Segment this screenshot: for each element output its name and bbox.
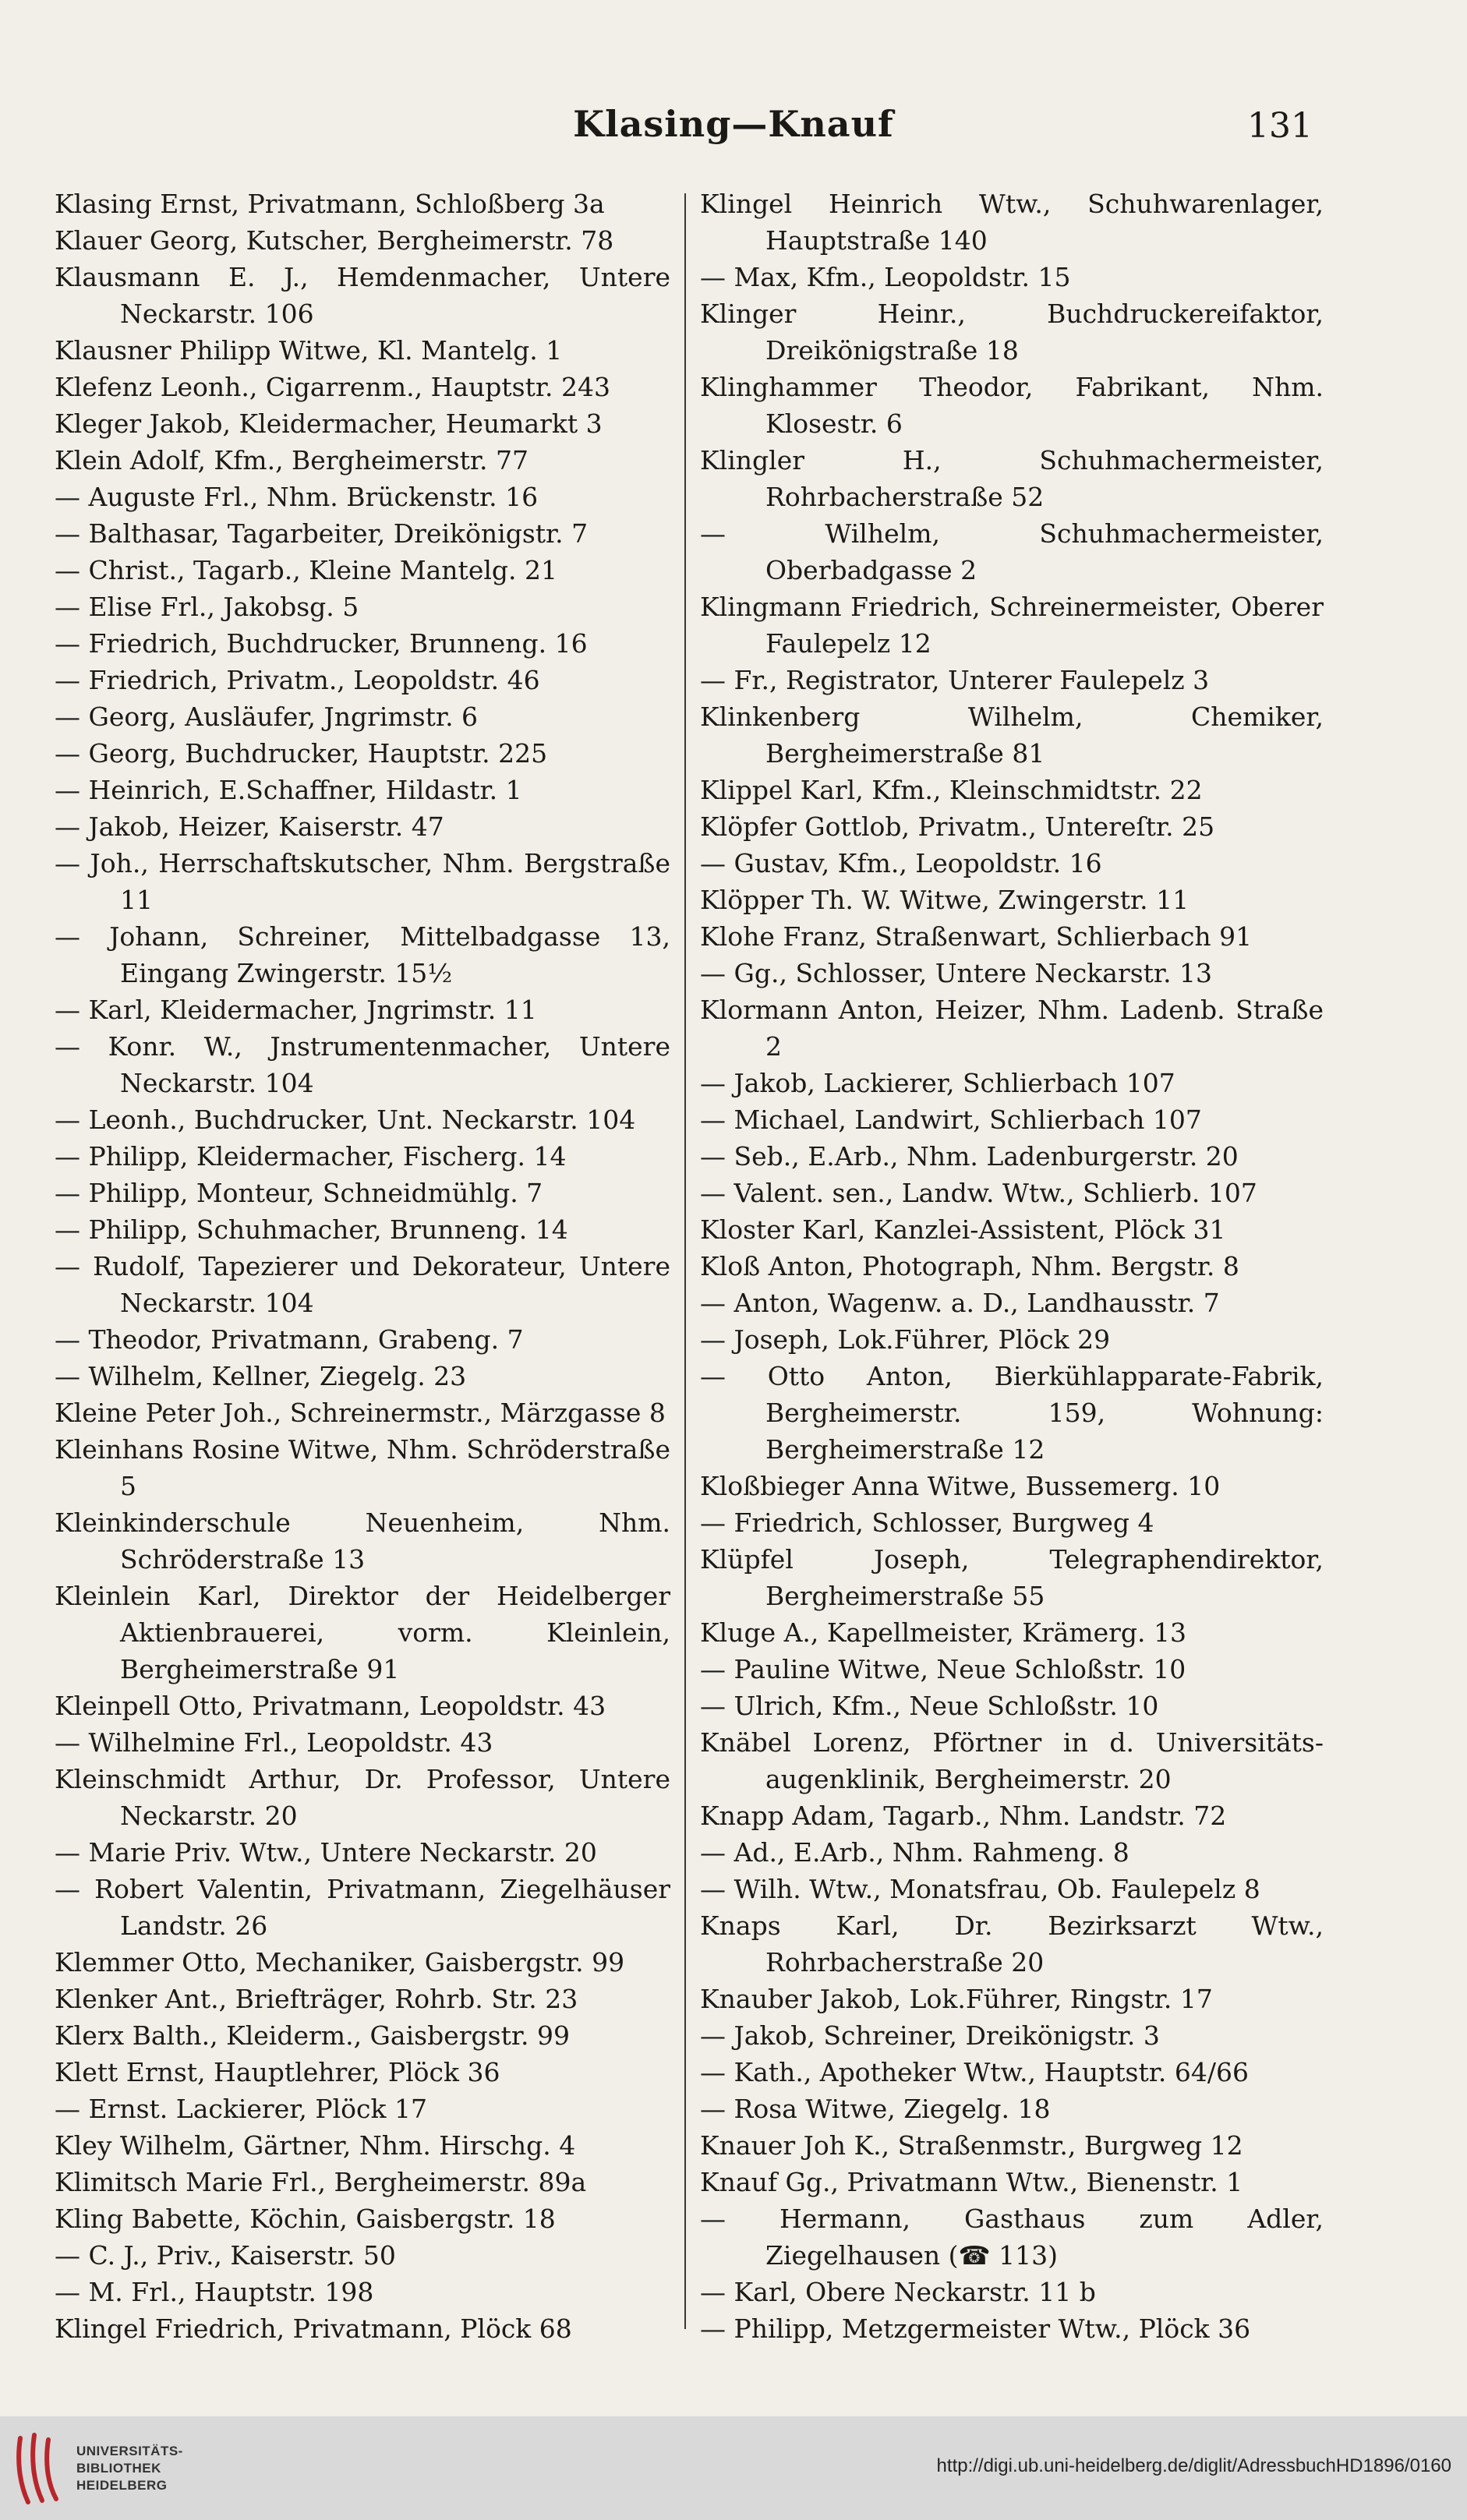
- directory-entry: Kleinhans Rosine Witwe, Nhm. Schröderstraße 5: [55, 1434, 670, 1501]
- directory-entry: — Michael, Landwirt, Schlierbach 107: [700, 1104, 1202, 1135]
- directory-entry: — Anton, Wagenw. a. D., Landhausstr. 7: [700, 1288, 1220, 1318]
- directory-entry: — Jakob, Heizer, Kaiserstr. 47: [55, 811, 444, 842]
- directory-entry: Klasing Ernst, Privatmann, Schloßberg 3a: [55, 189, 605, 219]
- directory-entry: Klausmann E. J., Hemdenmacher, Untere Neckarstr. 106: [55, 262, 670, 329]
- directory-entry: — Ad., E.Arb., Nhm. Rahmeng. 8: [700, 1837, 1129, 1868]
- directory-entry: — Friedrich, Buchdrucker, Brunneng. 16: [55, 628, 588, 659]
- directory-entry: — Christ., Tagarb., Kleine Mantelg. 21: [55, 555, 557, 585]
- directory-entry: Klemmer Otto, Mechaniker, Gaisbergstr. 99: [55, 1947, 625, 1977]
- directory-entry: — Georg, Ausläufer, Jngrimstr. 6: [55, 702, 479, 732]
- directory-entry: — Philipp, Schuhmacher, Brunneng. 14: [55, 1214, 568, 1245]
- directory-entry: — Theodor, Privatmann, Grabeng. 7: [55, 1324, 524, 1355]
- directory-entry: Kleine Peter Joh., Schreinermstr., Märzgasse 8: [55, 1398, 666, 1428]
- directory-entry: — Joseph, Lok.Führer, Plöck 29: [700, 1324, 1111, 1355]
- directory-entry: Klingel Heinrich Wtw., Schuhwarenlager, Hauptstraße 140: [700, 189, 1324, 256]
- directory-entry: — C. J., Priv., Kaiserstr. 50: [55, 2240, 396, 2271]
- source-url-link[interactable]: http://digi.ub.uni-heidelberg.de/diglit/AdressbuchHD1896/0160: [936, 2455, 1451, 2476]
- library-name-line: UNIVERSITÄTS-: [76, 2444, 183, 2458]
- directory-entry: — Friedrich, Schlosser, Burgweg 4: [700, 1507, 1154, 1538]
- directory-entry: Knaps Karl, Dr. Bezirksarzt Wtw., Rohrbacherstraße 20: [700, 1910, 1324, 1977]
- directory-entry: Kleinschmidt Arthur, Dr. Professor, Untere Neckarstr. 20: [55, 1764, 670, 1831]
- directory-entry: Klett Ernst, Hauptlehrer, Plöck 36: [55, 2057, 500, 2087]
- directory-entry: Klauer Georg, Kutscher, Bergheimerstr. 78: [55, 225, 614, 256]
- directory-entry: — Wilhelmine Frl., Leopoldstr. 43: [55, 1727, 493, 1758]
- directory-entry: Klerx Balth., Kleiderm., Gaisbergstr. 99: [55, 2020, 570, 2051]
- directory-entry: Klinger Heinr., Buchdruckereifaktor, Dreikönigstraße 18: [700, 299, 1324, 366]
- directory-entry: — Heinrich, E.Schaffner, Hildastr. 1: [55, 775, 522, 805]
- directory-entry: Knauer Joh K., Straßenmstr., Burgweg 12: [700, 2130, 1243, 2161]
- directory-entry: — Konr. W., Jnstrumentenmacher, Untere Neckarstr. 104: [55, 1031, 670, 1098]
- directory-entry: Klenker Ant., Briefträger, Rohrb. Str. 23: [55, 1984, 578, 2014]
- directory-entry: Klingel Friedrich, Privatmann, Plöck 68: [55, 2313, 572, 2344]
- directory-entry: — Rosa Witwe, Ziegelg. 18: [700, 2094, 1051, 2124]
- directory-entry: Kloßbieger Anna Witwe, Bussemerg. 10: [700, 1471, 1221, 1501]
- directory-entry: — Johann, Schreiner, Mittelbadgasse 13, Eingang Zwingerstr. 15½: [55, 921, 670, 988]
- directory-entry: — Philipp, Kleidermacher, Fischerg. 14: [55, 1141, 567, 1172]
- directory-entry: — Gustav, Kfm., Leopoldstr. 16: [700, 848, 1102, 878]
- directory-entry: Klausner Philipp Witwe, Kl. Mantelg. 1: [55, 335, 563, 366]
- column-divider: [684, 193, 686, 2329]
- left-column: [55, 186, 670, 2347]
- directory-entry: Klingler H., Schuhmachermeister, Rohrbacherstraße 52: [700, 445, 1324, 512]
- page-running-title: Klasing—Knauf: [573, 103, 894, 145]
- directory-entry: Kley Wilhelm, Gärtner, Nhm. Hirschg. 4: [55, 2130, 576, 2161]
- directory-entry: Klüpfel Joseph, Telegraphendirektor, Bergheimerstraße 55: [700, 1544, 1324, 1611]
- directory-entry: Kloß Anton, Photograph, Nhm. Bergstr. 8: [700, 1251, 1239, 1281]
- directory-entry: — Ernst. Lackierer, Plöck 17: [55, 2094, 427, 2124]
- directory-entry: — Robert Valentin, Privatmann, Ziegelhäuser Landstr. 26: [55, 1874, 670, 1941]
- directory-entry: — Joh., Herrschaftskutscher, Nhm. Bergstraße 11: [55, 848, 670, 915]
- directory-entry: Klingmann Friedrich, Schreinermeister, Oberer Faulepelz 12: [700, 592, 1324, 659]
- directory-entry: — Wilhelm, Schuhmachermeister, Oberbadgasse 2: [700, 518, 1324, 585]
- directory-entry: — M. Frl., Hauptstr. 198: [55, 2277, 374, 2307]
- directory-entry: — Wilhelm, Kellner, Ziegelg. 23: [55, 1361, 467, 1391]
- directory-entry: — Elise Frl., Jakobsg. 5: [55, 592, 359, 622]
- directory-entry: Klinkenberg Wilhelm, Chemiker, Bergheimerstraße 81: [700, 702, 1324, 769]
- footer-bar: [0, 2416, 1467, 2520]
- directory-entry: Klöpper Th. W. Witwe, Zwingerstr. 11: [700, 885, 1190, 915]
- directory-entry: Klinghammer Theodor, Fabrikant, Nhm. Klosestr. 6: [700, 372, 1324, 439]
- right-column: [700, 186, 1324, 2347]
- library-name-line: BIBLIOTHEK: [76, 2461, 161, 2476]
- directory-entry: Knapp Adam, Tagarb., Nhm. Landstr. 72: [700, 1801, 1227, 1831]
- directory-entry: — Jakob, Schreiner, Dreikönigstr. 3: [700, 2020, 1160, 2051]
- directory-entry: Klimitsch Marie Frl., Bergheimerstr. 89a: [55, 2167, 587, 2197]
- directory-entry: — Karl, Obere Neckarstr. 11 b: [700, 2277, 1096, 2307]
- directory-entry: — Jakob, Lackierer, Schlierbach 107: [700, 1068, 1175, 1098]
- directory-entry: Klormann Anton, Heizer, Nhm. Ladenb. Straße 2: [700, 995, 1324, 1062]
- directory-entry: Kloster Karl, Kanzlei-Assistent, Plöck 31: [700, 1214, 1226, 1245]
- directory-entry: — Seb., E.Arb., Nhm. Ladenburgerstr. 20: [700, 1141, 1239, 1172]
- directory-entry: — Georg, Buchdrucker, Hauptstr. 225: [55, 738, 548, 769]
- directory-entry: — Ulrich, Kfm., Neue Schloßstr. 10: [700, 1691, 1159, 1721]
- directory-entry: — Friedrich, Privatm., Leopoldstr. 46: [55, 665, 540, 695]
- directory-entry: — Marie Priv. Wtw., Untere Neckarstr. 20: [55, 1837, 597, 1868]
- library-name-line: HEIDELBERG: [76, 2478, 168, 2493]
- directory-entry: Knäbel Lorenz, Pförtner in d. Universitäts-augenklinik, Bergheimerstr. 20: [700, 1727, 1324, 1794]
- directory-entry: — Valent. sen., Landw. Wtw., Schlierb. 107: [700, 1178, 1257, 1208]
- directory-entry: — Balthasar, Tagarbeiter, Dreikönigstr. 7: [55, 518, 589, 549]
- directory-entry: — Gg., Schlosser, Untere Neckarstr. 13: [700, 958, 1213, 988]
- directory-entry: Klippel Karl, Kfm., Kleinschmidtstr. 22: [700, 775, 1203, 805]
- directory-entry: — Leonh., Buchdrucker, Unt. Neckarstr. 104: [55, 1104, 636, 1135]
- directory-entry: Klohe Franz, Straßenwart, Schlierbach 91: [700, 921, 1253, 952]
- directory-entry: — Karl, Kleidermacher, Jngrimstr. 11: [55, 995, 537, 1025]
- directory-entry: — Max, Kfm., Leopoldstr. 15: [700, 262, 1071, 292]
- directory-entry: Kling Babette, Köchin, Gaisbergstr. 18: [55, 2204, 556, 2234]
- directory-entry: Klöpfer Gottlob, Privatm., Untereſtr. 25: [700, 811, 1215, 842]
- directory-entry: Kleinkinderschule Neuenheim, Nhm. Schröderstraße 13: [55, 1507, 670, 1575]
- directory-entry: — Pauline Witwe, Neue Schloßstr. 10: [700, 1654, 1186, 1684]
- directory-entry: — Otto Anton, Bierkühlapparate-Fabrik, Bergheimerstr. 159, Wohnung: Bergheimerstraße 12: [700, 1361, 1324, 1465]
- directory-entry: — Wilh. Wtw., Monatsfrau, Ob. Faulepelz 8: [700, 1874, 1260, 1904]
- directory-entry: — Hermann, Gasthaus zum Adler, Ziegelhausen (☎ 113): [700, 2204, 1324, 2271]
- directory-entry: — Philipp, Metzgermeister Wtw., Plöck 36: [700, 2313, 1251, 2344]
- directory-entry: Kleinlein Karl, Direktor der Heidelberger Aktienbrauerei, vorm. Kleinlein, Bergheimerstraße 91: [55, 1581, 670, 1684]
- directory-entry: Klein Adolf, Kfm., Bergheimerstr. 77: [55, 445, 528, 475]
- directory-entry: Kluge A., Kapellmeister, Krämerg. 13: [700, 1617, 1187, 1648]
- directory-entry: — Kath., Apotheker Wtw., Hauptstr. 64/66: [700, 2057, 1249, 2087]
- university-library-logo-icon: [11, 2427, 65, 2509]
- directory-entry: — Auguste Frl., Nhm. Brückenstr. 16: [55, 482, 539, 512]
- directory-entry: Knauf Gg., Privatmann Wtw., Bienenstr. 1: [700, 2167, 1243, 2197]
- directory-entry: Kleinpell Otto, Privatmann, Leopoldstr. 43: [55, 1691, 606, 1721]
- library-name: [76, 2443, 183, 2494]
- directory-entry: — Rudolf, Tapezierer und Dekorateur, Untere Neckarstr. 104: [55, 1251, 670, 1318]
- directory-entry: — Philipp, Monteur, Schneidmühlg. 7: [55, 1178, 543, 1208]
- directory-entry: Klefenz Leonh., Cigarrenm., Hauptstr. 243: [55, 372, 610, 402]
- directory-entry: Knauber Jakob, Lok.Führer, Ringstr. 17: [700, 1984, 1213, 2014]
- directory-entry: Kleger Jakob, Kleidermacher, Heumarkt 3: [55, 408, 603, 439]
- page-number: 131: [1247, 106, 1313, 146]
- directory-entry: — Fr., Registrator, Unterer Faulepelz 3: [700, 665, 1210, 695]
